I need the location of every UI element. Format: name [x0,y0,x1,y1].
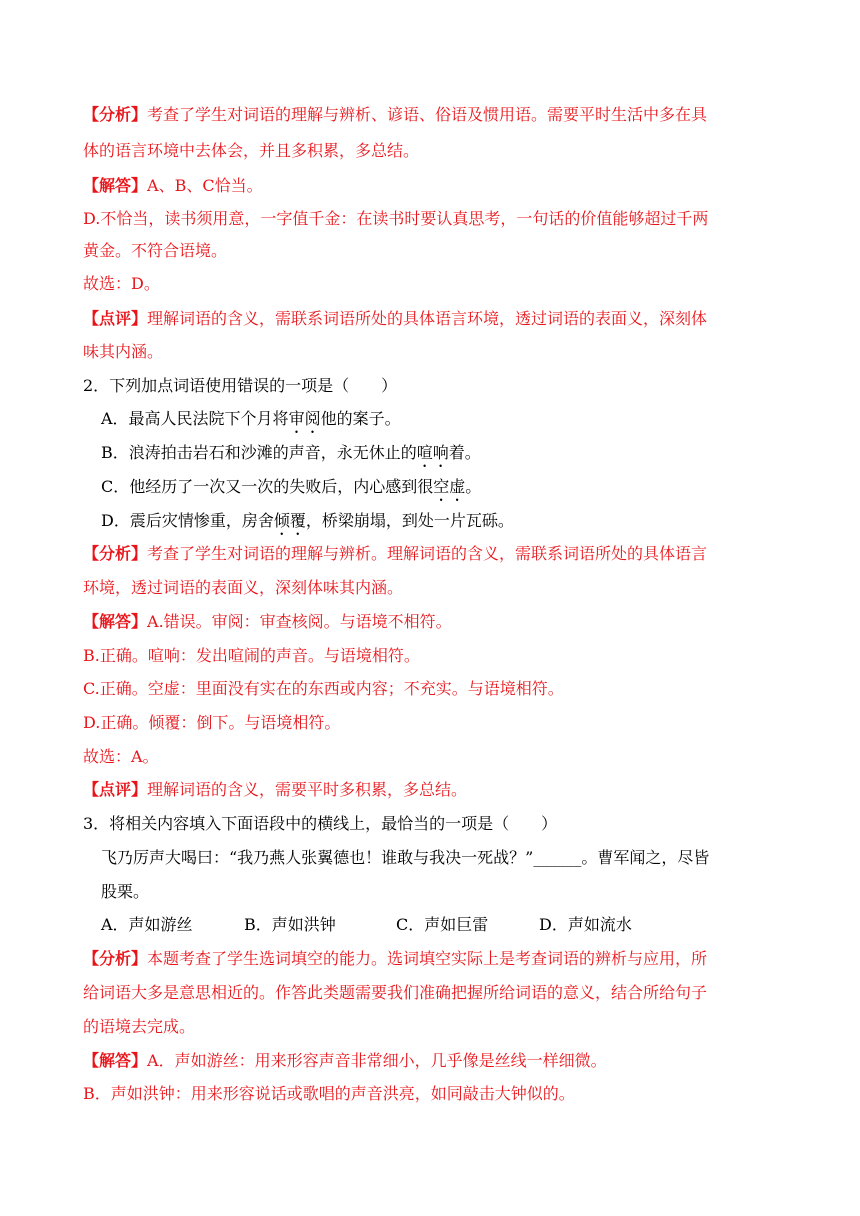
q3-stem: 3．将相关内容填入下面语段中的横线上，最恰当的一项是（ ） [83,814,558,833]
q3-option-b: B．声如洪钟 [244,915,336,934]
q1-analysis-line1 [83,104,707,126]
q2-stem: 2．下列加点词语使用错误的一项是（ ） [83,376,398,395]
answer-tag: 【解答】 [83,612,148,631]
answer-text: A．声如游丝：用来形容声音非常细小，几乎像是丝线一样细微。 [147,1051,607,1070]
analysis-text: 本题考查了学生选词填空的能力。选词填空实际上是考查词语的辨析与应用，所 [147,949,708,968]
q3-option-a: A．声如游丝 [101,915,193,934]
q2-answer-line1 [83,611,452,633]
q1-answer-line3: 黄金。不符合语境。 [83,241,228,260]
q1-comment-line1 [83,308,707,330]
q2-option-c [101,476,481,505]
q2-option-d [101,510,514,539]
analysis-tag: 【分析】 [83,949,148,968]
comment-text: 理解词语的含义，需要平时多积累，多总结。 [147,780,468,799]
q1-analysis-line2: 体的语言环境中去体会，并且多积累，多总结。 [83,141,420,160]
q1-answer-line2: D.不恰当，读书须用意，一字值千金：在读书时要认真思考，一句话的价值能够超过千两 [83,209,709,228]
q3-answer-line2: B．声如洪钟：用来形容说话或歌唱的声音洪亮，如同敲击大钟似的。 [83,1084,575,1103]
q3-passage-line1: 飞乃厉声大喝曰：“我乃燕人张翼德也！谁敢与我决一死战？”______。曹军闻之，尽皆 [101,848,710,867]
q3-answer-line1 [83,1050,607,1072]
q3-option-d: D．声如流水 [539,915,632,934]
analysis-text: 考查了学生对词语的理解与辨析、谚语、俗语及惯用语。需要平时生活中多在具 [147,105,708,124]
comment-tag: 【点评】 [83,780,148,799]
option-text: 着。 [448,443,481,462]
analysis-tag: 【分析】 [83,544,148,563]
analysis-tag: 【分析】 [83,105,148,124]
dotted-word: 空虚 [433,477,466,496]
q3-analysis-line3: 的语境去完成。 [83,1017,196,1036]
q3-analysis-line1 [83,948,707,970]
q1-comment-line2: 味其内涵。 [83,342,164,361]
q3-option-c: C．声如巨雷 [396,915,489,934]
dotted-word: 倾覆 [273,511,306,530]
answer-text: A、B、C恰当。 [147,176,263,195]
q2-analysis-line2: 环境，透过词语的表面义，深刻体味其内涵。 [83,578,404,597]
q2-answer-line3: C.正确。空虚：里面没有实在的东西或内容；不充实。与语境相符。 [83,679,564,698]
answer-tag: 【解答】 [83,176,148,195]
q3-analysis-line2: 给词语大多是意思相近的。作答此类题需要我们准确把握所给词语的意义，结合所给句子 [83,983,708,1002]
q2-option-b [101,442,481,471]
option-text: B．浪涛拍击岩石和沙滩的声音，永无休止的 [101,443,417,462]
q1-choose: 故选：D。 [83,274,160,293]
answer-text: A.错误。审阅：审查核阅。与语境不相符。 [147,612,452,631]
dotted-word: 喧响 [416,443,449,462]
option-text: A．最高人民法院下个月将 [101,409,289,428]
dotted-word: 审阅 [288,409,321,428]
answer-tag: 【解答】 [83,1051,148,1070]
comment-text: 理解词语的含义，需联系词语所处的具体语言环境，透过词语的表面义，深刻体 [147,309,708,328]
comment-tag: 【点评】 [83,309,148,328]
q2-answer-line2: B.正确。喧响：发出喧闹的声音。与语境相符。 [83,646,420,665]
analysis-text: 考查了学生对词语的理解与辨析。理解词语的含义，需联系词语所处的具体语言 [147,544,708,563]
q2-analysis-line1 [83,543,707,565]
option-text: 他的案子。 [320,409,401,428]
q1-answer-line1 [83,175,263,197]
q3-passage-line2: 股栗。 [101,882,150,901]
option-text: D．震后灾情惨重，房舍 [101,511,274,530]
q2-option-a [101,408,401,437]
option-text: 。 [465,477,482,496]
option-text: C．他经历了一次又一次的失败后，内心感到很 [101,477,434,496]
q2-choose: 故选：A。 [83,747,159,766]
q2-comment-line1 [83,779,467,801]
q3-options [101,914,632,936]
q2-answer-line4: D.正确。倾覆：倒下。与语境相符。 [83,713,341,732]
option-text: ，桥梁崩塌，到处一片瓦砾。 [305,511,514,530]
